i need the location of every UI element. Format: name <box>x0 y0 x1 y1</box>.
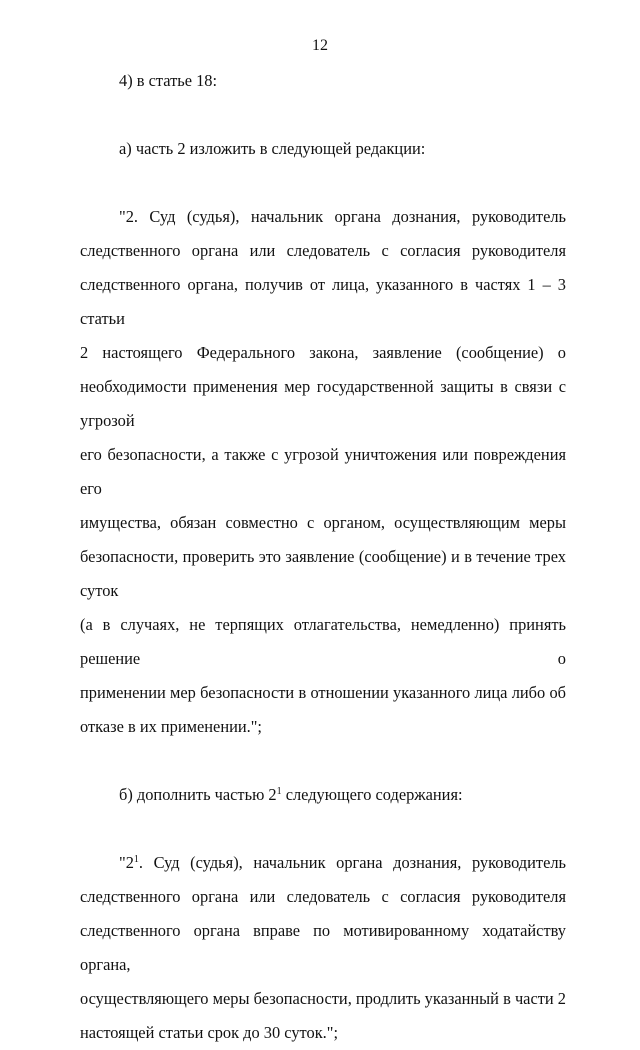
paragraph-line: применении мер безопасности в отношении указанного лица либо об <box>80 683 566 702</box>
paragraph-line: 2 настоящего Федерального закона, заявление (сообщение) о <box>80 343 566 362</box>
paragraph-line: следственного органа вправе по мотивированному ходатайству органа, <box>80 921 566 974</box>
subitem-b <box>80 778 566 812</box>
paragraph-line: "2. Суд (судья), начальник органа дознания, руководитель <box>119 207 566 226</box>
item-heading: 4) в статье 18: <box>119 71 218 90</box>
paragraph-line: следственного органа, получив от лица, указанного в частях 1 – 3 статьи <box>80 275 566 328</box>
paragraph-line: его безопасности, а также с угрозой уничтожения или повреждения его <box>80 445 566 498</box>
spacer <box>80 812 566 846</box>
spacer <box>80 98 566 132</box>
page-number: 12 <box>312 37 328 54</box>
paragraph-line: осуществляющего меры безопасности, продлить указанный в части 2 <box>80 989 566 1008</box>
subitem-b-text: следующего содержания: <box>281 785 463 804</box>
paragraph-amended-part-2 <box>80 200 566 744</box>
paragraph-line: следственного органа или следователь с согласия руководителя <box>80 241 566 260</box>
paragraph-line: следственного органа или следователь с согласия руководителя <box>80 887 566 906</box>
paragraph-line: (а в случаях, не терпящих отлагательства, немедленно) принять решение о <box>80 615 566 668</box>
superscript: 1 <box>133 854 139 865</box>
superscript: 1 <box>276 786 282 797</box>
paragraph-text: . Суд (судья), начальник органа дознания, руководитель <box>138 853 566 872</box>
paragraph-text: "2 <box>119 853 134 872</box>
paragraph-line: имущества, обязан совместно с органом, осуществляющим меры <box>80 513 566 532</box>
paragraph-line: необходимости применения мер государственной защиты в связи с угрозой <box>80 377 566 430</box>
paragraph-line <box>80 846 566 880</box>
paragraph-line: безопасности, проверить это заявление (сообщение) и в течение трех суток <box>80 547 566 600</box>
spacer <box>80 744 566 778</box>
paragraph-line: отказе в их применении."; <box>80 717 262 736</box>
paragraph-line: настоящей статьи срок до 30 суток."; <box>80 1023 338 1042</box>
subitem-b-text: б) дополнить частью 2 <box>119 785 277 804</box>
subitem-a: а) часть 2 изложить в следующей редакции: <box>119 139 426 158</box>
spacer <box>80 166 566 200</box>
paragraph-new-part-2-1 <box>80 846 566 1050</box>
document-body <box>80 64 566 1050</box>
